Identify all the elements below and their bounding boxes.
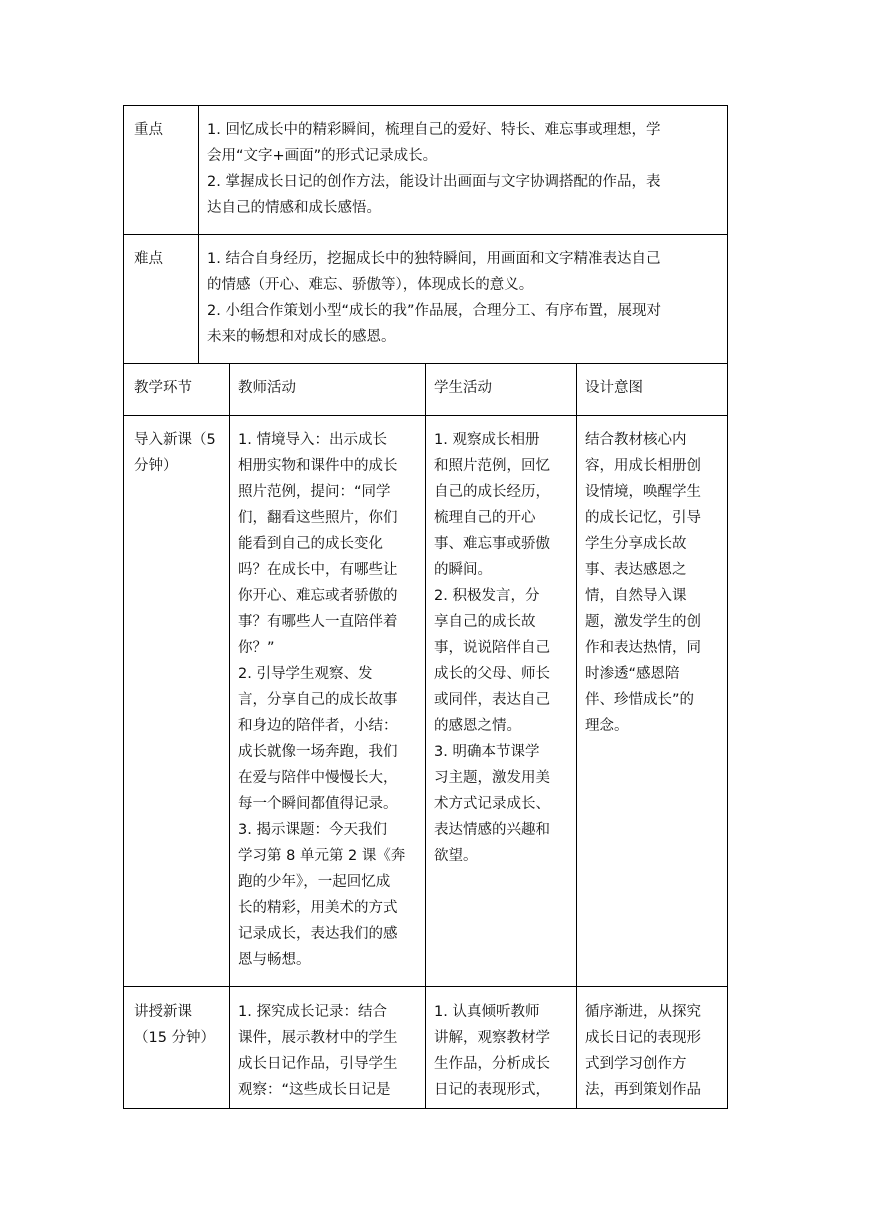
text-line: 能看到自己的成长变化 bbox=[238, 536, 383, 552]
text-line: 成长日记作品，引导学生 bbox=[238, 1056, 398, 1072]
student-activity-cell bbox=[434, 999, 574, 1103]
difficult-points-content bbox=[207, 246, 722, 350]
text-line: 长的精彩，用美术的方式 bbox=[238, 900, 398, 916]
column-header-stage: 教学环节 bbox=[134, 380, 192, 396]
text-line: 言，分享自己的成长故事 bbox=[238, 692, 398, 708]
text-line: 恩与畅想。 bbox=[238, 952, 311, 968]
text-line: 日记的表现形式， bbox=[434, 1082, 550, 1098]
text-line: 2. 引导学生观察、发 bbox=[238, 666, 373, 682]
text-line: 你开心、难忘或者骄傲的 bbox=[238, 588, 398, 604]
text-line: 1. 情境导入：出示成长 bbox=[238, 432, 387, 448]
table-border-top bbox=[123, 105, 728, 106]
text-line: 记录成长，表达我们的感 bbox=[238, 926, 398, 942]
text-line: 成长的父母、师长 bbox=[434, 666, 550, 682]
text-line: 题，激发学生的创 bbox=[585, 614, 701, 630]
text-line: 学习第 8 单元第 2 课《奔 bbox=[238, 848, 406, 864]
text-line: 跑的少年》，一起回忆成 bbox=[238, 874, 391, 890]
text-line: 照片范例，提问：“同学 bbox=[238, 484, 391, 500]
text-line: 你？” bbox=[238, 640, 275, 656]
student-activity-cell bbox=[434, 427, 574, 869]
text-line: 成长日记的表现形 bbox=[585, 1030, 701, 1046]
text-line: 成长就像一场奔跑，我们 bbox=[238, 744, 398, 760]
text-line: 3. 明确本节课学 bbox=[434, 744, 540, 760]
text-line: 欲望。 bbox=[434, 848, 478, 864]
stage-cell bbox=[134, 427, 226, 479]
text-line: 在爱与陪伴中慢慢长大， bbox=[238, 770, 398, 786]
text-line: 学生分享成长故 bbox=[585, 536, 687, 552]
key-points-label: 重点 bbox=[134, 122, 163, 138]
text-line: 吗？在成长中，有哪些让 bbox=[238, 562, 398, 578]
text-line: 每一个瞬间都值得记录。 bbox=[238, 796, 398, 812]
text-line: 的瞬间。 bbox=[434, 562, 492, 578]
difficult-points-label: 难点 bbox=[134, 251, 163, 267]
text-line: 相册实物和课件中的成长 bbox=[238, 458, 398, 474]
text-line: 们，翻看这些照片，你们 bbox=[238, 510, 398, 526]
text-line: 观察：“这些成长日记是 bbox=[238, 1082, 391, 1098]
column-header-intent: 设计意图 bbox=[585, 380, 643, 396]
text-line: 1. 认真倾听教师 bbox=[434, 1004, 540, 1020]
table-rule bbox=[229, 363, 230, 1109]
text-line: （15 分钟） bbox=[134, 1030, 216, 1046]
text-line: 梳理自己的开心 bbox=[434, 510, 536, 526]
lesson-plan-table bbox=[123, 105, 728, 1109]
text-line: 2. 积极发言，分 bbox=[434, 588, 540, 604]
text-line: 1. 探究成长记录：结合 bbox=[238, 1004, 387, 1020]
text-line: 和身边的陪伴者，小结： bbox=[238, 718, 398, 734]
table-rule bbox=[123, 234, 728, 235]
text-line: 讲解，观察教材学 bbox=[434, 1030, 550, 1046]
text-line: 情，自然导入课 bbox=[585, 588, 687, 604]
text-line: 3. 揭示课题：今天我们 bbox=[238, 822, 387, 838]
text-line: 1. 结合自身经历，挖掘成长中的独特瞬间，用画面和文字精准表达自己 bbox=[207, 251, 661, 267]
text-line: 生作品，分析成长 bbox=[434, 1056, 550, 1072]
table-border-right bbox=[727, 105, 728, 1109]
text-line: 的感恩之情。 bbox=[434, 718, 521, 734]
text-line: 1. 观察成长相册 bbox=[434, 432, 540, 448]
teacher-activity-cell bbox=[238, 999, 422, 1103]
key-points-content bbox=[207, 117, 722, 221]
text-line: 的成长记忆，引导 bbox=[585, 510, 701, 526]
text-line: 时渗透“感恩陪 bbox=[585, 666, 680, 682]
text-line: 课件，展示教材中的学生 bbox=[238, 1030, 398, 1046]
design-intent-cell bbox=[585, 999, 725, 1103]
text-line: 循序渐进，从探究 bbox=[585, 1004, 701, 1020]
design-intent-cell bbox=[585, 427, 725, 739]
text-line: 伴、珍惜成长”的 bbox=[585, 692, 695, 708]
text-line: 事、表达感恩之 bbox=[585, 562, 687, 578]
text-line: 作和表达热情，同 bbox=[585, 640, 701, 656]
text-line: 讲授新课 bbox=[134, 1004, 192, 1020]
text-line: 会用“文字+画面”的形式记录成长。 bbox=[207, 148, 438, 164]
text-line: 和照片范例，回忆 bbox=[434, 458, 550, 474]
text-line: 导入新课（5 bbox=[134, 432, 216, 448]
column-header-student: 学生活动 bbox=[434, 380, 492, 396]
text-line: 理念。 bbox=[585, 718, 629, 734]
table-rule bbox=[198, 105, 199, 364]
text-line: 或同伴，表达自己 bbox=[434, 692, 550, 708]
text-line: 术方式记录成长、 bbox=[434, 796, 550, 812]
text-line: 设情境，唤醒学生 bbox=[585, 484, 701, 500]
text-line: 结合教材核心内 bbox=[585, 432, 687, 448]
text-line: 事，说说陪伴自己 bbox=[434, 640, 550, 656]
text-line: 表达情感的兴趣和 bbox=[434, 822, 550, 838]
text-line: 的情感（开心、难忘、骄傲等），体现成长的意义。 bbox=[207, 277, 534, 293]
text-line: 分钟） bbox=[134, 458, 178, 474]
column-header-teacher: 教师活动 bbox=[238, 380, 296, 396]
table-border-left bbox=[123, 105, 124, 1109]
text-line: 达自己的情感和成长感悟。 bbox=[207, 200, 381, 216]
text-line: 习主题，激发用美 bbox=[434, 770, 550, 786]
text-line: 容，用成长相册创 bbox=[585, 458, 701, 474]
text-line: 2. 小组合作策划小型“成长的我”作品展，合理分工、有序布置，展现对 bbox=[207, 303, 661, 319]
text-line: 自己的成长经历， bbox=[434, 484, 550, 500]
text-line: 法，再到策划作品 bbox=[585, 1082, 701, 1098]
text-line: 1. 回忆成长中的精彩瞬间，梳理自己的爱好、特长、难忘事或理想，学 bbox=[207, 122, 661, 138]
text-line: 式到学习创作方 bbox=[585, 1056, 687, 1072]
table-rule bbox=[576, 363, 577, 1109]
text-line: 享自己的成长故 bbox=[434, 614, 536, 630]
table-rule bbox=[425, 363, 426, 1109]
text-line: 2. 掌握成长日记的创作方法，能设计出画面与文字协调搭配的作品，表 bbox=[207, 174, 661, 190]
text-line: 事？有哪些人一直陪伴着 bbox=[238, 614, 398, 630]
text-line: 事、难忘事或骄傲 bbox=[434, 536, 550, 552]
teacher-activity-cell bbox=[238, 427, 422, 973]
text-line: 未来的畅想和对成长的感恩。 bbox=[207, 329, 396, 345]
stage-cell bbox=[134, 999, 226, 1051]
